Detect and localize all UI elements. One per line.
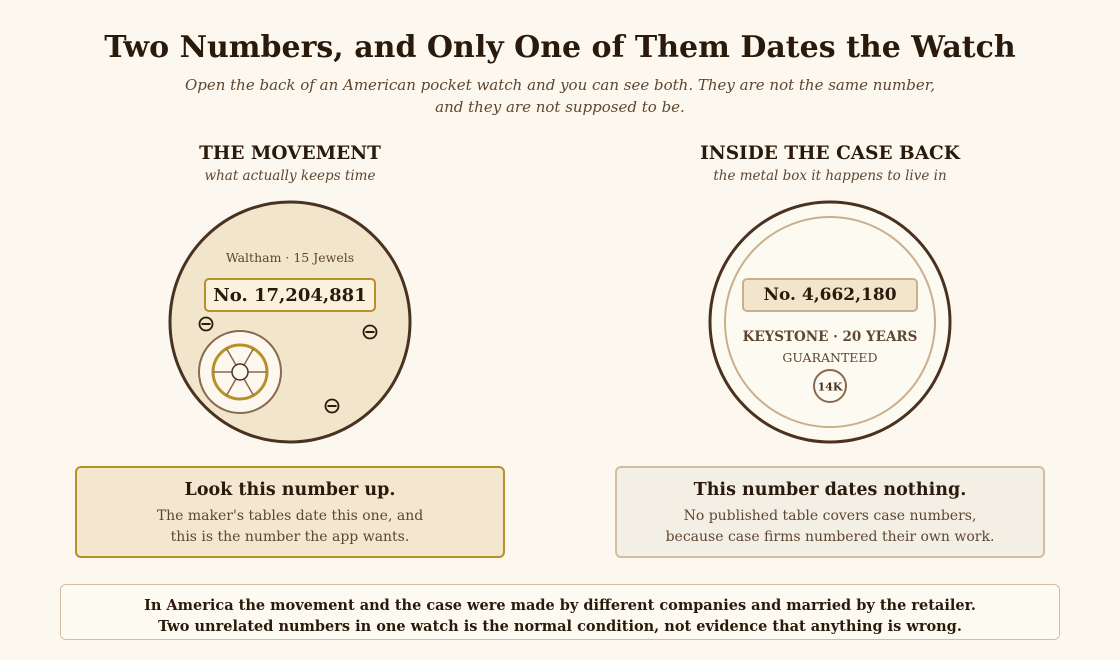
case-callout-card xyxy=(615,466,1045,558)
subtitle-line-1: Open the back of an American pocket watch and you can see both. They are not the same number, xyxy=(184,76,936,94)
movement-serial-number: No. 17,204,881 xyxy=(213,285,367,306)
case-back-subheading: the metal box it happens to live in xyxy=(713,168,947,184)
case-guarantee-line: GUARANTEED xyxy=(782,350,878,365)
movement-callout-title: Look this number up. xyxy=(184,480,396,500)
case-callout-body xyxy=(617,506,1043,548)
footnote-box xyxy=(60,584,1060,640)
page-title: Two Numbers, and Only One of Them Dates the Watch xyxy=(104,30,1016,65)
movement-callout-body xyxy=(77,506,503,548)
subtitle-line-2: and they are not supposed to be. xyxy=(435,98,685,116)
movement-maker-line: Waltham · 15 Jewels xyxy=(225,250,355,265)
screw-icon xyxy=(326,400,339,413)
movement-callout-line-1: The maker's tables date this one, and xyxy=(156,508,424,524)
case-callout-line-1: No published table covers case numbers, xyxy=(683,508,977,524)
footnote-line-1: In America the movement and the case were made by different companies and married by the retailer. xyxy=(144,597,976,614)
balance-wheel-icon xyxy=(199,331,281,413)
karat-stamp-label: 14K xyxy=(817,380,843,394)
screw-icon xyxy=(200,318,213,331)
case-back-illustration xyxy=(710,202,950,442)
movement-callout-card xyxy=(75,466,505,558)
footnote-line-2: Two unrelated numbers in one watch is the normal condition, not evidence that anything is wrong. xyxy=(158,618,962,635)
movement-heading: THE MOVEMENT xyxy=(199,143,381,164)
case-back-heading: INSIDE THE CASE BACK xyxy=(700,143,960,164)
case-serial-number: No. 4,662,180 xyxy=(763,285,897,305)
case-callout-title: This number dates nothing. xyxy=(693,480,967,500)
screw-icon xyxy=(364,326,377,339)
movement-callout-line-2: this is the number the app wants. xyxy=(170,529,410,545)
case-brand-line: KEYSTONE · 20 YEARS xyxy=(742,329,918,345)
case-back-outer-ring xyxy=(710,202,950,442)
movement-illustration xyxy=(170,202,410,442)
movement-subheading: what actually keeps time xyxy=(204,168,376,184)
case-callout-line-2: because case firms numbered their own work. xyxy=(665,529,995,545)
